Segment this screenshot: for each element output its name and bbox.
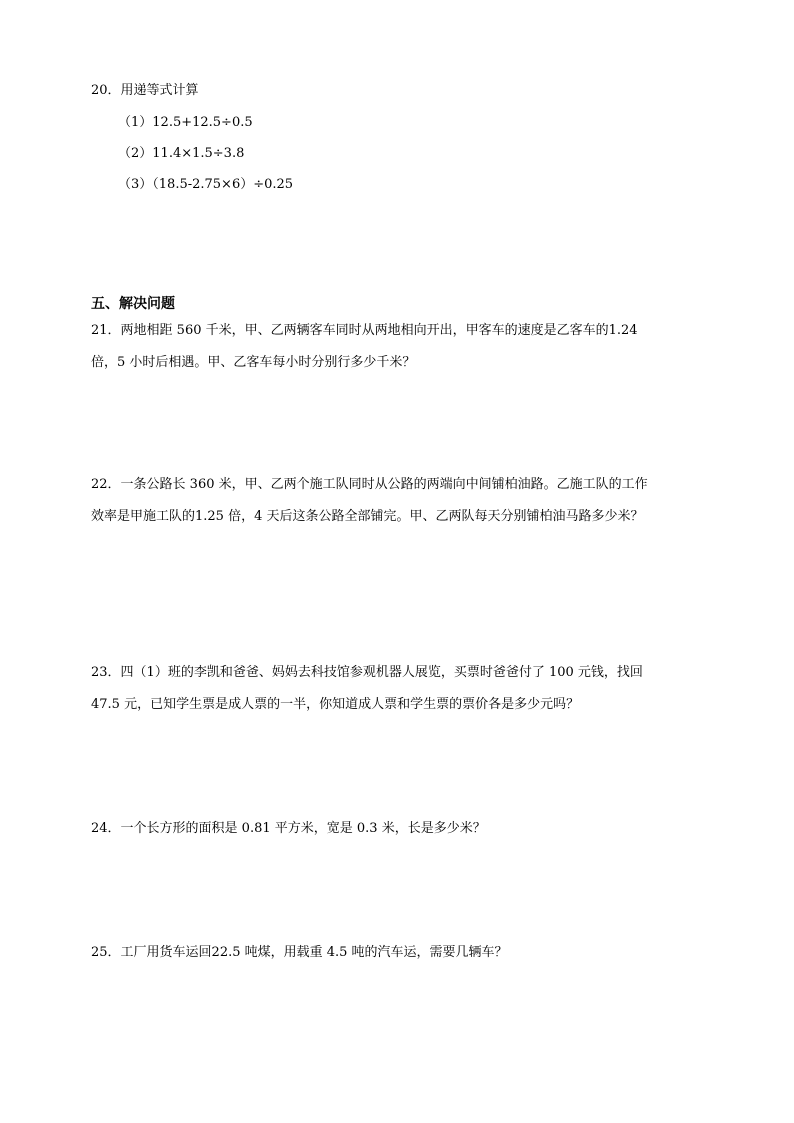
question-20-item-3: （3）（18.5-2.75×6）÷0.25: [118, 177, 294, 192]
question-22-line-2: 效率是甲施工队的1.25 倍，4 天后这条公路全部铺完。甲、乙两队每天分别铺柏油马路多少米？: [91, 509, 644, 524]
question-21-line-1: 21．两地相距 560 千米，甲、乙两辆客车同时从两地相向开出，甲客车的速度是乙客车的1.24: [91, 323, 638, 338]
question-20-title: 20．用递等式计算: [91, 83, 199, 98]
question-20-item-1: （1）12.5+12.5÷0.5: [118, 115, 253, 130]
question-25-line-1: 25．工厂用货车运回22.5 吨煤，用载重 4.5 吨的汽车运，需要几辆车？: [91, 945, 508, 960]
question-24-line-1: 24．一个长方形的面积是 0.81 平方米，宽是 0.3 米，长是多少米？: [91, 821, 486, 836]
question-21-line-2: 倍，5 小时后相遇。甲、乙客车每小时分别行多少千米？: [91, 355, 416, 370]
question-22-line-1: 22．一条公路长 360 米，甲、乙两个施工队同时从公路的两端向中间铺柏油路。乙施工队的工作: [91, 477, 648, 492]
question-23-line-2: 47.5 元，已知学生票是成人票的一半，你知道成人票和学生票的票价各是多少元吗？: [91, 697, 580, 712]
question-23-line-1: 23．四（1）班的李凯和爸爸、妈妈去科技馆参观机器人展览，买票时爸爸付了 100 元钱，找回: [91, 665, 643, 680]
question-20-item-2: （2）11.4×1.5÷3.8: [118, 146, 245, 161]
section-heading-problem-solving: 五、解决问题: [91, 296, 175, 312]
